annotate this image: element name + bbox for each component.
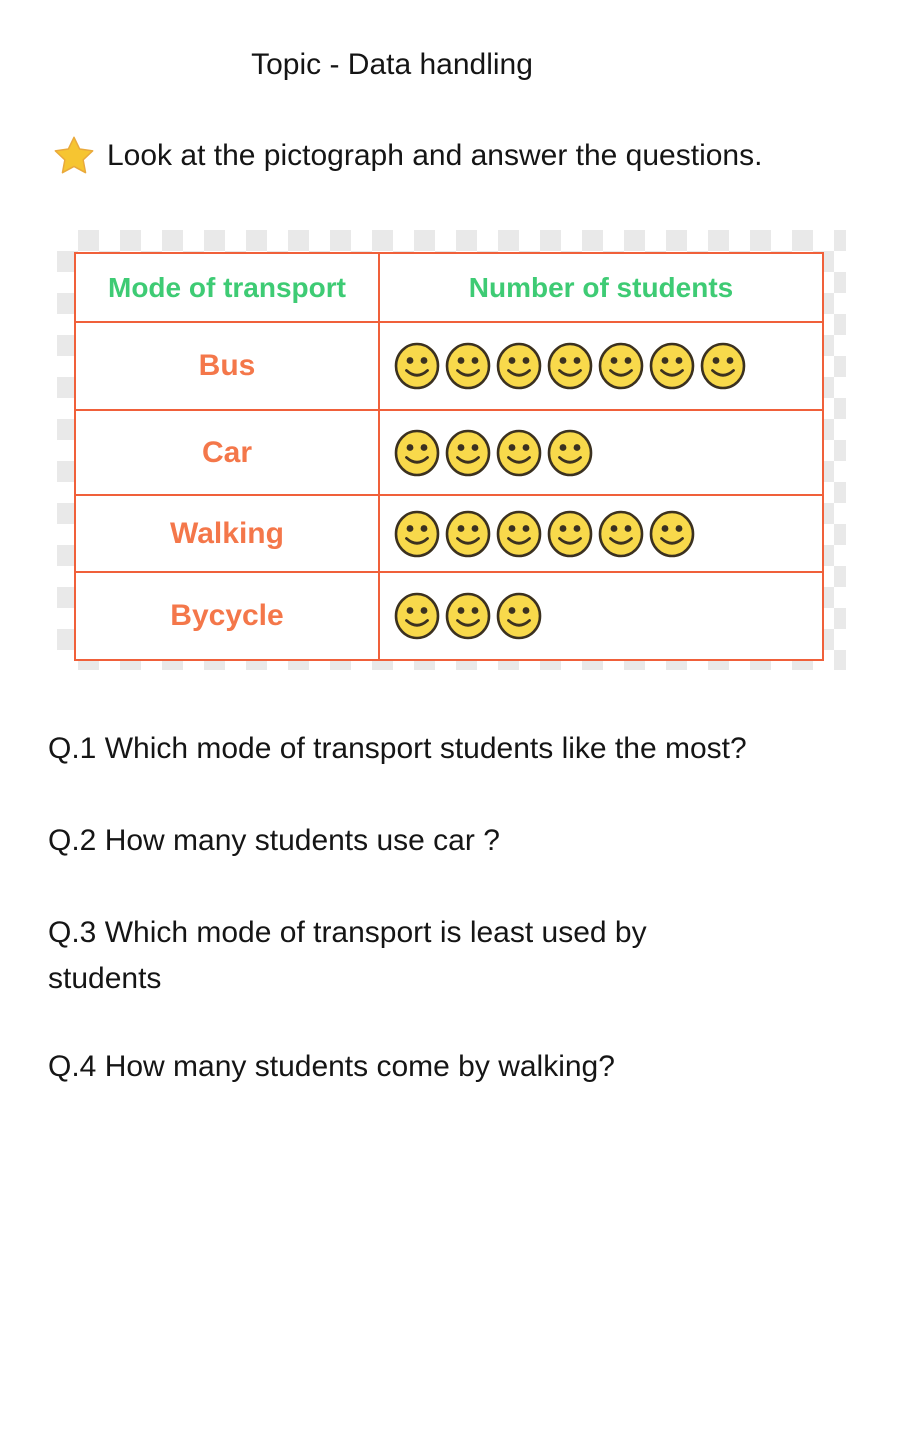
question-2: Q.2 How many students use car ?: [48, 824, 500, 857]
smiley-face-icon: [393, 591, 441, 641]
transport-label: Walking: [75, 495, 379, 572]
smiley-face-icon: [495, 591, 543, 641]
table-header-row: [75, 253, 823, 322]
smiley-face-icon: [546, 341, 594, 391]
smiley-face-icon: [444, 428, 492, 478]
smiley-face-icon: [444, 509, 492, 559]
smiley-count-cell: [379, 410, 823, 495]
smiley-count-cell: [379, 322, 823, 410]
smiley-face-icon: [546, 428, 594, 478]
instruction-line: [52, 134, 762, 178]
pictograph-container: [57, 230, 846, 670]
table-row: [75, 495, 823, 572]
star-icon: [52, 134, 96, 178]
smiley-face-icon: [393, 428, 441, 478]
question-1: Q.1 Which mode of transport students like the most?: [48, 732, 747, 765]
smiley-face-icon: [597, 509, 645, 559]
smiley-face-icon: [495, 341, 543, 391]
smiley-face-icon: [495, 509, 543, 559]
transport-label: Car: [75, 410, 379, 495]
smiley-face-icon: [597, 341, 645, 391]
question-4: Q.4 How many students come by walking?: [48, 1050, 615, 1083]
smiley-face-icon: [546, 509, 594, 559]
smiley-face-icon: [393, 341, 441, 391]
smiley-count-cell: [379, 495, 823, 572]
smiley-face-icon: [444, 341, 492, 391]
smiley-face-icon: [444, 591, 492, 641]
transport-label: Bus: [75, 322, 379, 410]
table-row: [75, 322, 823, 410]
pictograph-table: [74, 252, 824, 661]
instruction-text: Look at the pictograph and answer the questions.: [107, 139, 763, 172]
column-header-mode-of-transport: Mode of transport: [75, 253, 379, 322]
table-row: [75, 410, 823, 495]
smiley-face-icon: [648, 341, 696, 391]
smiley-count-cell: [379, 572, 823, 660]
table-row: [75, 572, 823, 660]
question-3: Q.3 Which mode of transport is least used by students: [48, 916, 647, 995]
column-header-number-of-students: Number of students: [379, 253, 823, 322]
pictograph-body: [75, 322, 823, 660]
transport-label: Bycycle: [75, 572, 379, 660]
smiley-face-icon: [495, 428, 543, 478]
smiley-face-icon: [648, 509, 696, 559]
smiley-face-icon: [393, 509, 441, 559]
page-title: Topic - Data handling: [251, 48, 533, 81]
smiley-face-icon: [699, 341, 747, 391]
